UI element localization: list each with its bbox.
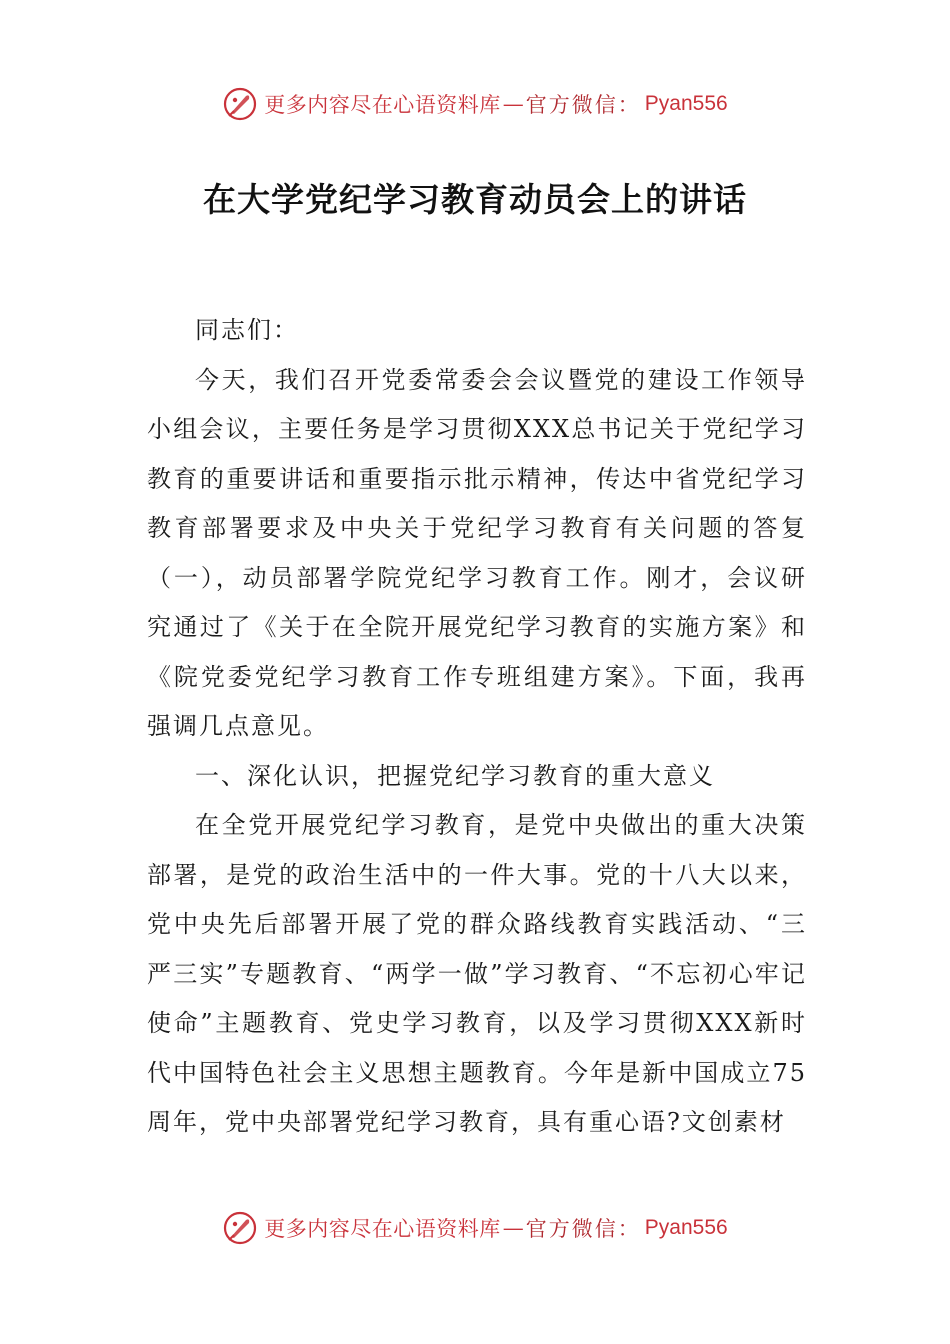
quill-logo-icon <box>222 1210 258 1246</box>
banner-wechat-id: Pyan556 <box>644 92 728 115</box>
banner-wechat-label: 官方微信： <box>525 93 641 117</box>
document-title: 在大学党纪学习教育动员会上的讲话 <box>203 180 747 219</box>
banner-wechat-id: Pyan556 <box>644 1216 728 1239</box>
banner-brand-text: 更多内容尽在心语资料库 <box>264 1217 501 1241</box>
paragraph-significance: 在全党开展党纪学习教育，是党中央做出的重大决策部署，是党的政治生活中的一件大事。党的十八大以来，党中央先后部署开展了党的群众路线教育实践活动、“三严三实”专题教育、“两学一做”学习教育、“不忘初心牢记使命”主题教育、党史学习教育，以及学习贯彻XXX新时代中国特色社会主义思想主题教育。今年是新中国成立75周年，党中央部署党纪学习教育，具有重心语?文创素材 <box>147 811 807 1136</box>
banner-brand-text: 更多内容尽在心语资料库 <box>264 93 501 117</box>
banner-wechat-label: 官方微信： <box>525 1217 641 1241</box>
banner-dash: — <box>502 92 524 116</box>
section-heading-1: 一、深化认识，把握党纪学习教育的重大意义 <box>195 761 715 790</box>
footer-watermark-banner <box>0 1208 950 1248</box>
header-watermark-banner <box>0 84 950 124</box>
banner-dash: — <box>502 1216 524 1240</box>
salutation: 同志们： <box>195 316 299 344</box>
document-body <box>147 306 807 1148</box>
quill-logo-icon <box>222 86 258 122</box>
paragraph-intro: 今天，我们召开党委常委会会议暨党的建设工作领导小组会议，主要任务是学习贯彻XXX总书记关于党纪学习教育的重要讲话和重要指示批示精神，传达中省党纪学习教育部署要求及中央关于党纪学习教育有关问题的答复（一），动员部署学院党纪学习教育工作。刚才，会议研究通过了《关于在全院开展党纪学习教育的实施方案》和《院党委党纪学习教育工作专班组建方案》。下面，我再强调几点意见。 <box>147 365 807 740</box>
